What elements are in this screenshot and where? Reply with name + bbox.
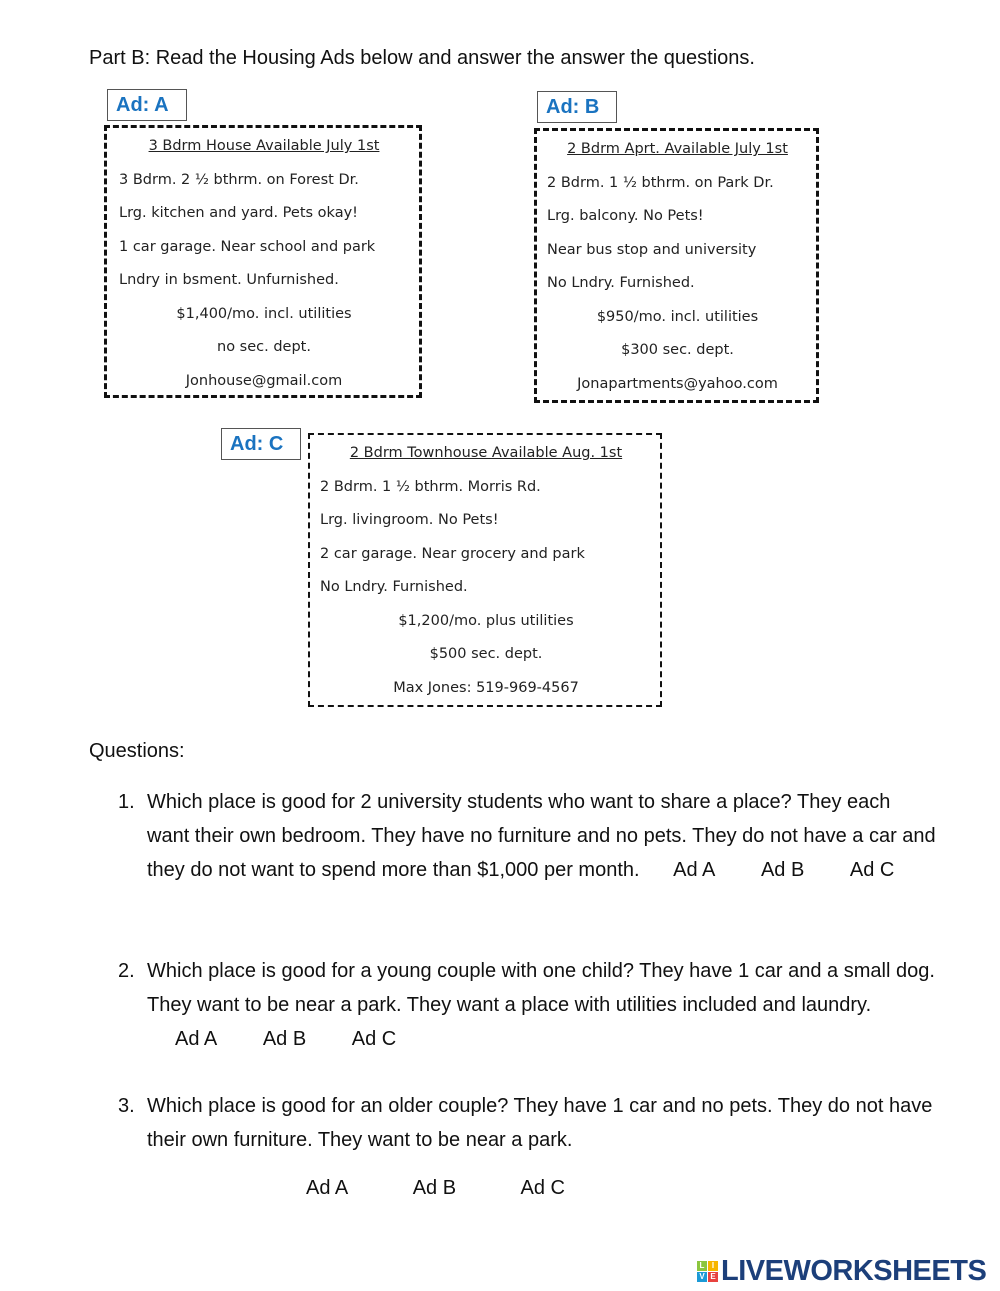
logo-text: LIVEWORKSHEETS — [721, 1255, 987, 1287]
ad-b-box — [534, 128, 819, 403]
ad-line: Lndry in bsment. Unfurnished. — [119, 272, 339, 288]
option-ad-a[interactable]: Ad A — [175, 1028, 218, 1050]
option-ad-b[interactable]: Ad B — [760, 859, 805, 881]
question-text: Which place is good for an older couple? They have 1 car and no pets. They do not have their own furniture. They want to be near a park. — [147, 1095, 933, 1151]
logo-blocks-icon — [697, 1261, 718, 1282]
ad-line: Lrg. kitchen and yard. Pets okay! — [119, 205, 358, 221]
question-3-options — [306, 1177, 625, 1200]
ad-a-label: Ad: A — [107, 89, 187, 121]
question-text: Which place is good for 2 university students who want to share a place? They each want their own bedroom. They have no furniture and no pets. They do not have a car and they do not want to spend more than $1,000 per month. — [147, 791, 936, 881]
ad-line: 2 Bdrm. 1 ½ bthrm. Morris Rd. — [320, 478, 541, 495]
option-ad-c[interactable]: Ad C — [351, 1028, 397, 1050]
ad-title: 2 Bdrm Townhouse Available Aug. 1st — [349, 445, 623, 461]
question-number: 3. — [118, 1095, 135, 1117]
ad-title: 3 Bdrm House Available July 1st — [148, 138, 380, 154]
ad-line: Near bus stop and university — [547, 241, 757, 258]
ad-deposit: $500 sec. dept. — [429, 646, 543, 662]
ad-line: 2 car garage. Near grocery and park — [320, 545, 585, 562]
logo-block: E — [708, 1272, 718, 1282]
option-ad-b[interactable]: Ad B — [412, 1177, 457, 1199]
ad-price: $1,200/mo. plus utilities — [398, 612, 574, 629]
question-2 — [118, 954, 938, 1056]
ad-line: No Lndry. Furnished. — [320, 579, 468, 595]
question-3 — [118, 1089, 938, 1157]
part-heading: Part B: Read the Housing Ads below and answer the answer the questions. — [89, 47, 755, 69]
ad-line: No Lndry. Furnished. — [547, 275, 695, 291]
logo-block: L — [697, 1261, 707, 1271]
question-text: Which place is good for a young couple with one child? They have 1 car and a small dog. They want to be near a park. They want a place with utilities included and laundry. — [147, 960, 935, 1016]
option-ad-a[interactable]: Ad A — [306, 1177, 349, 1199]
logo-block: I — [708, 1261, 718, 1271]
ad-contact: Jonapartments@yahoo.com — [577, 375, 778, 392]
question-number: 1. — [118, 791, 135, 813]
ad-c-label: Ad: C — [221, 428, 301, 460]
ad-deposit: no sec. dept. — [217, 339, 311, 355]
ad-line: 1 car garage. Near school and park — [119, 238, 376, 255]
ad-line: Lrg. livingroom. No Pets! — [320, 512, 499, 528]
ad-a-box — [104, 125, 422, 398]
ad-price: $1,400/mo. incl. utilities — [176, 305, 352, 322]
ad-line: 3 Bdrm. 2 ½ bthrm. on Forest Dr. — [119, 171, 359, 188]
ad-line: Lrg. balcony. No Pets! — [547, 208, 704, 224]
option-ad-c[interactable]: Ad C — [849, 859, 895, 881]
questions-heading: Questions: — [89, 740, 185, 762]
question-number: 2. — [118, 960, 135, 982]
ad-contact: Jonhouse@gmail.com — [185, 372, 343, 389]
question-1 — [118, 785, 938, 887]
ad-line: 2 Bdrm. 1 ½ bthrm. on Park Dr. — [547, 174, 774, 191]
liveworksheets-logo — [697, 1255, 986, 1288]
ad-deposit: $300 sec. dept. — [621, 342, 734, 358]
ad-b-label: Ad: B — [537, 91, 617, 123]
logo-block: V — [697, 1272, 707, 1282]
option-ad-b[interactable]: Ad B — [262, 1028, 307, 1050]
ad-price: $950/mo. incl. utilities — [596, 308, 759, 325]
ad-c-box — [308, 433, 662, 707]
ad-title: 2 Bdrm Aprt. Available July 1st — [567, 141, 788, 157]
ad-contact: Max Jones: 519-969-4567 — [393, 679, 579, 696]
option-ad-c[interactable]: Ad C — [520, 1177, 565, 1199]
option-ad-a[interactable]: Ad A — [673, 859, 716, 881]
